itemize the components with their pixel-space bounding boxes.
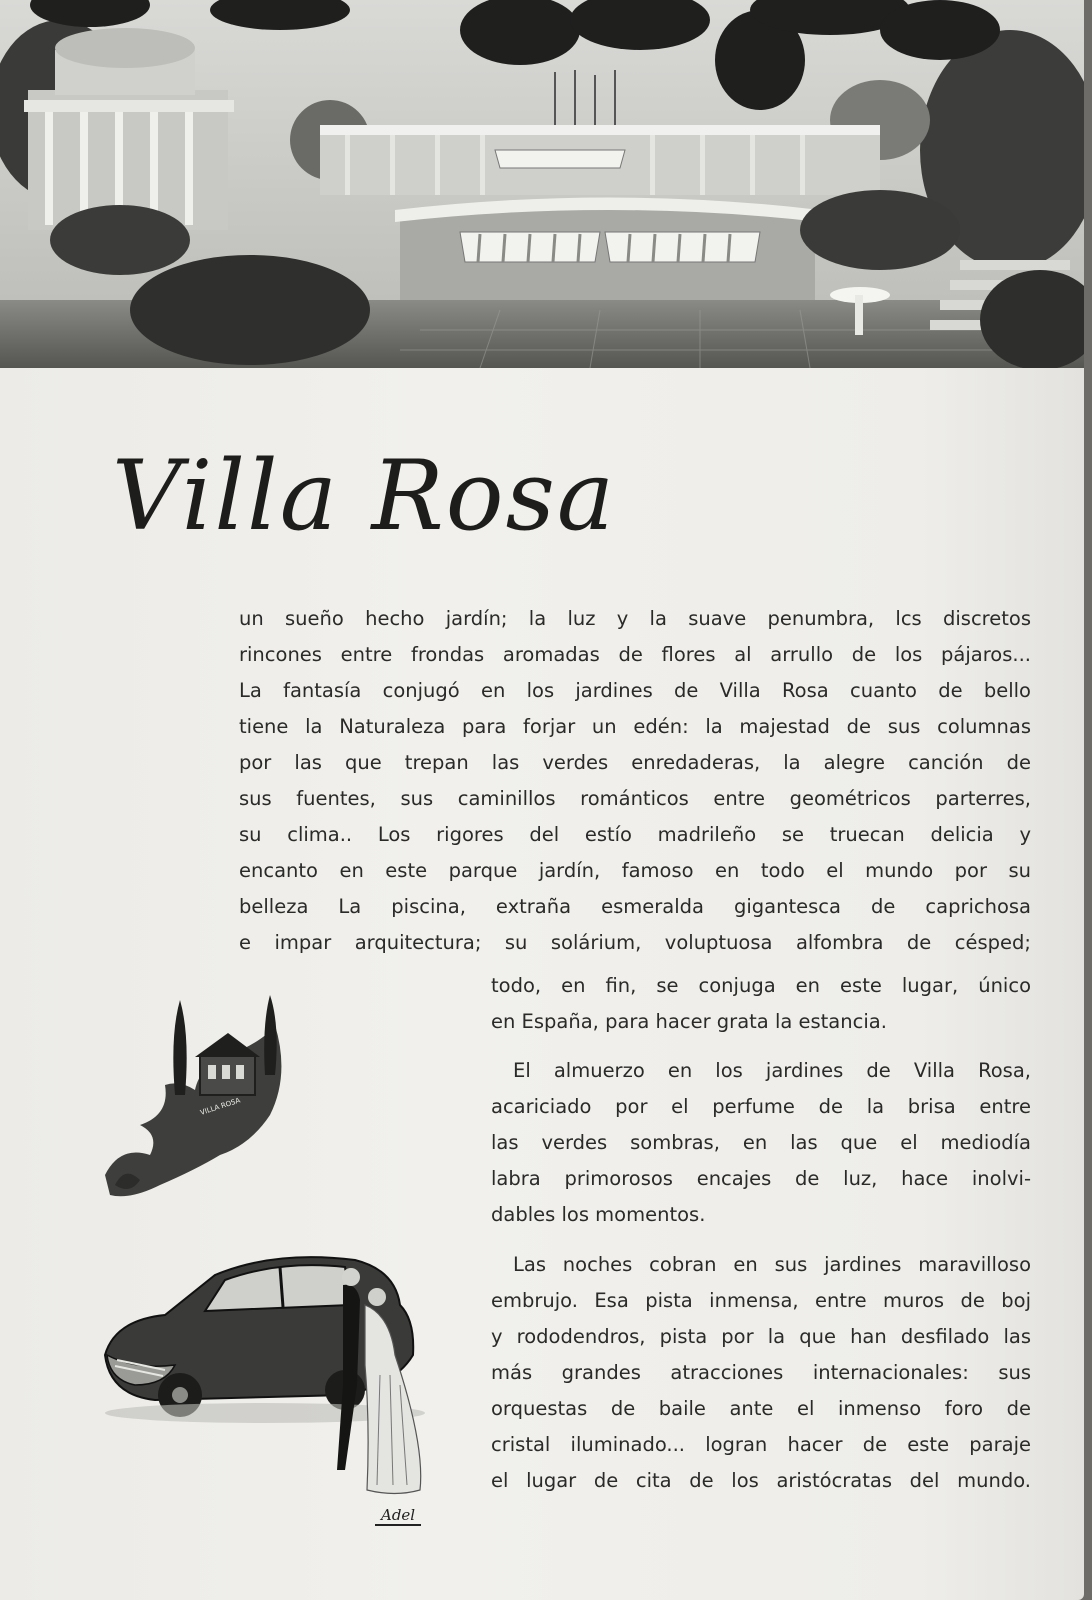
text-line: por las que trepan las verdes enredaderas, la alegre canción de: [239, 751, 1031, 774]
text-line: sus fuentes, sus caminillos románticos entre geométricos parterres,: [239, 787, 1031, 810]
text-line: labra primorosos encajes de luz, hace inolvi-: [491, 1167, 1031, 1190]
text-line: tiene la Naturaleza para forjar un edén: la majestad de sus columnas: [239, 715, 1031, 738]
text-line: un sueño hecho jardín; la luz y la suave penumbra, lcs discretos: [239, 607, 1031, 630]
paragraph-nights: [491, 1247, 1031, 1499]
garden-pool-photo: [0, 0, 1084, 368]
paragraph-intro-tail: [491, 968, 1031, 1040]
text-line: orquestas de baile ante el inmenso foro de: [491, 1397, 1031, 1420]
paragraph-intro: [239, 601, 1031, 961]
text-line: rincones entre frondas aromadas de flores al arrullo de los pájaros...: [239, 643, 1031, 666]
text-line: el lugar de cita de los aristócratas del mundo.: [491, 1469, 1031, 1492]
text-line: belleza La piscina, extraña esmeralda gigantesca de caprichosa: [239, 895, 1031, 918]
text-line: y rododendros, pista por la que han desfilado las: [491, 1325, 1031, 1348]
text-line: todo, en fin, se conjuga en este lugar, único: [491, 974, 1031, 997]
paragraph-lunch: [491, 1053, 1031, 1233]
text-line: acariciado por el perfume de la brisa entre: [491, 1095, 1031, 1118]
artist-signature: Adel: [375, 1506, 421, 1526]
text-line: cristal iluminado... logran hacer de este paraje: [491, 1433, 1031, 1456]
text-line: El almuerzo en los jardines de Villa Rosa,: [513, 1059, 1031, 1082]
text-line: su clima.. Los rigores del estío madrileño se truecan delicia y: [239, 823, 1031, 846]
text-line: Las noches cobran en sus jardines maravilloso: [513, 1253, 1031, 1276]
page-title: Villa Rosa: [112, 440, 617, 552]
text-line: encanto en este parque jardín, famoso en todo el mundo por su: [239, 859, 1031, 882]
villa-sign-text: VILLA ROSA: [199, 1096, 242, 1117]
text-line: más grandes atracciones internacionales: sus: [491, 1361, 1031, 1384]
car-couple-illustration: [95, 1245, 445, 1515]
text-line: en España, para hacer grata la estancia.: [491, 1010, 887, 1033]
text-line: e impar arquitectura; su solárium, voluptuosa alfombra de césped;: [239, 931, 1031, 954]
text-line: La fantasía conjugó en los jardines de Villa Rosa cuanto de bello: [239, 679, 1031, 702]
text-line: embrujo. Esa pista inmensa, entre muros de boj: [491, 1289, 1031, 1312]
villa-hill-illustration: [100, 995, 300, 1225]
text-line: las verdes sombras, en las que el mediodía: [491, 1131, 1031, 1154]
text-line: dables los momentos.: [491, 1203, 706, 1226]
